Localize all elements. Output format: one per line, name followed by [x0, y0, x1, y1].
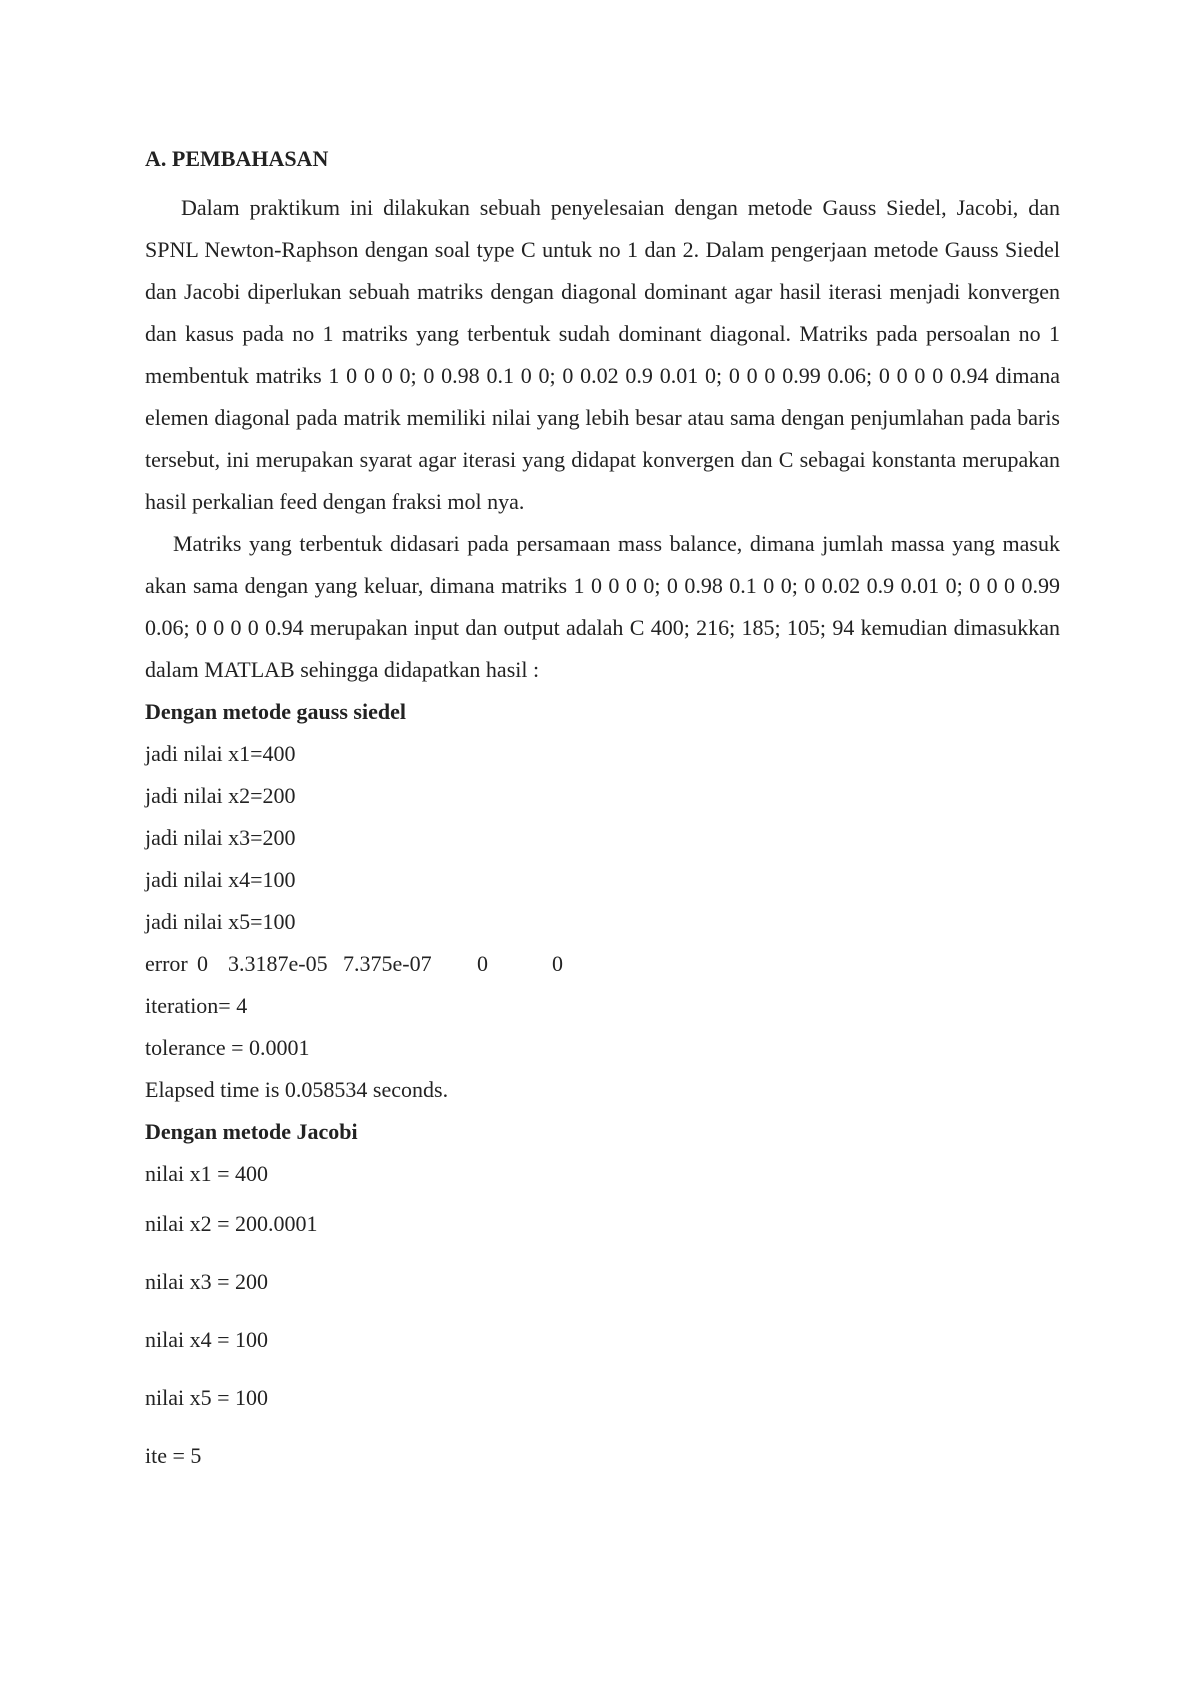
jacobi-result-x4: nilai x4 = 100	[145, 1327, 269, 1352]
section-heading: A. PEMBAHASAN	[145, 146, 329, 171]
paragraph-2: Matriks yang terbentuk didasari pada persamaan mass balance, dimana jumlah massa yang masuk akan sama dengan yang keluar, dimana matriks 1 0 0 0 0; 0 0.98 0.1 0 0; 0 0.02 0.9 0.01 0; 0 0 0 0.99 0.06; 0 0 0 0 0.94 merupakan input dan output adalah C 400; 216; 185; 105; 94 kemudian dimasukkan dalam MATLAB sehingga didapatkan hasil :	[145, 531, 1060, 682]
gauss-result-x1: jadi nilai x1=400	[145, 741, 296, 766]
document-content	[145, 145, 1060, 1485]
jacobi-result-x2: nilai x2 = 200.0001	[145, 1211, 318, 1236]
jacobi-result-x3: nilai x3 = 200	[145, 1269, 269, 1294]
error-value-5: 0	[552, 951, 563, 976]
gauss-result-x2: jadi nilai x2=200	[145, 783, 296, 808]
gauss-iteration: iteration= 4	[145, 993, 248, 1018]
gauss-elapsed-time: Elapsed time is 0.058534 seconds.	[145, 1077, 449, 1102]
gauss-error-row	[145, 943, 1060, 985]
error-value-1: 0	[197, 951, 208, 976]
gauss-result-x5: jadi nilai x5=100	[145, 909, 296, 934]
jacobi-iterations: ite = 5	[145, 1443, 202, 1468]
gauss-siedel-heading: Dengan metode gauss siedel	[145, 699, 406, 724]
error-value-4: 0	[477, 951, 488, 976]
gauss-result-x3: jadi nilai x3=200	[145, 825, 296, 850]
gauss-tolerance: tolerance = 0.0001	[145, 1035, 310, 1060]
jacobi-heading: Dengan metode Jacobi	[145, 1119, 358, 1144]
paragraph-1: Dalam praktikum ini dilakukan sebuah penyelesaian dengan metode Gauss Siedel, Jacobi, dan SPNL Newton-Raphson dengan soal type C untuk no 1 dan 2. Dalam pengerjaan metode Gauss Siedel dan Jacobi diperlukan sebuah matriks dengan diagonal dominant agar hasil iterasi menjadi konvergen dan kasus pada no 1 matriks yang terbentuk sudah dominant diagonal. Matriks pada persoalan no 1 membentuk matriks 1 0 0 0 0; 0 0.98 0.1 0 0; 0 0.02 0.9 0.01 0; 0 0 0 0.99 0.06; 0 0 0 0 0.94 dimana elemen diagonal pada matrik memiliki nilai yang lebih besar atau sama dengan penjumlahan pada baris tersebut, ini merupakan syarat agar iterasi yang didapat konvergen dan C sebagai konstanta merupakan hasil perkalian feed dengan fraksi mol nya.	[145, 195, 1060, 514]
error-label: error	[145, 951, 188, 976]
jacobi-result-x1: nilai x1 = 400	[145, 1161, 269, 1186]
gauss-result-x4: jadi nilai x4=100	[145, 867, 296, 892]
error-value-2: 3.3187e-05	[228, 951, 328, 976]
jacobi-result-x5: nilai x5 = 100	[145, 1385, 269, 1410]
error-value-3: 7.375e-07	[343, 951, 432, 976]
